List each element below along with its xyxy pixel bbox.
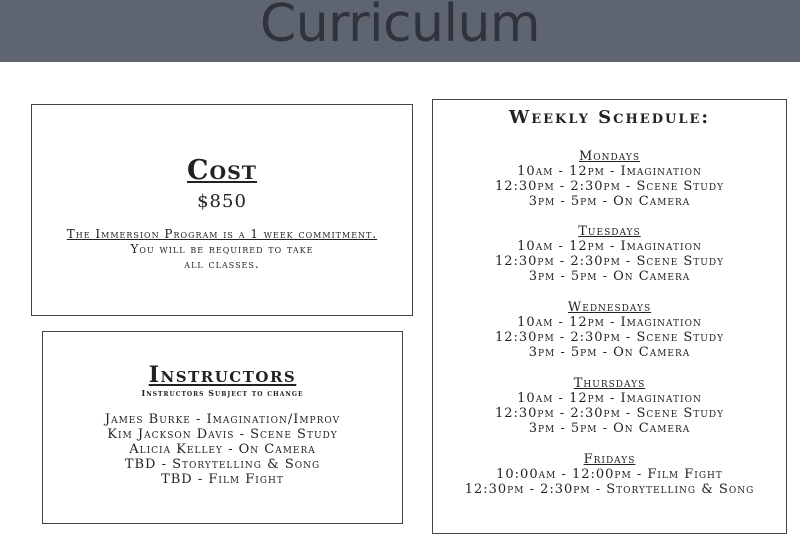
class-entry: 12:30pm - 2:30pm - Scene Study <box>494 254 725 269</box>
class-entry: 10am - 12pm - Imagination <box>517 164 702 179</box>
cost-panel <box>31 104 413 316</box>
class-entry: 10am - 12pm - Imagination <box>517 315 702 330</box>
schedule-day-wednesdays <box>433 300 786 360</box>
page-title: Curriculum <box>259 0 541 54</box>
instructors-title: Instructors <box>148 362 297 388</box>
class-entry: 12:30pm - 2:30pm - Storytelling & Song <box>464 482 755 497</box>
class-entry: 10am - 12pm - Imagination <box>517 239 702 254</box>
class-entry: 10am - 12pm - Imagination <box>517 391 702 406</box>
cost-note-line: all classes. <box>184 257 260 271</box>
day-name: Wednesdays <box>567 300 652 315</box>
cost-price: $850 <box>197 191 247 212</box>
header-banner <box>0 0 800 62</box>
instructors-subtitle: Instructors Subject to change <box>141 388 304 398</box>
instructor-item: Kim Jackson Davis - Scene Study <box>107 427 338 442</box>
cost-note-line: The Immersion Program is a 1 week commitment. <box>66 227 378 241</box>
schedule-day-tuesdays <box>433 224 786 284</box>
class-entry: 12:30pm - 2:30pm - Scene Study <box>494 179 725 194</box>
schedule-day-mondays <box>433 149 786 209</box>
class-entry: 3pm - 5pm - On Camera <box>528 269 691 284</box>
day-name: Tuesdays <box>578 224 641 239</box>
class-entry: 3pm - 5pm - On Camera <box>528 345 691 360</box>
class-entry: 10:00am - 12:00pm - Film Fight <box>496 467 723 482</box>
cost-note-line: You will be required to take <box>130 242 314 256</box>
class-entry: 12:30pm - 2:30pm - Scene Study <box>494 330 725 345</box>
day-name: Mondays <box>578 149 641 164</box>
instructor-item: TBD - Film Fight <box>161 472 284 487</box>
day-name: Fridays <box>583 452 636 467</box>
cost-title: Cost <box>187 155 257 186</box>
schedule-panel <box>432 99 787 534</box>
class-entry: 12:30pm - 2:30pm - Scene Study <box>494 406 725 421</box>
instructors-panel <box>42 331 403 524</box>
instructors-list <box>43 412 402 487</box>
instructor-item: Alicia Kelley - On Camera <box>129 442 316 457</box>
class-entry: 3pm - 5pm - On Camera <box>528 194 691 209</box>
class-entry: 3pm - 5pm - On Camera <box>528 421 691 436</box>
instructor-item: TBD - Storytelling & Song <box>124 457 321 472</box>
day-name: Thursdays <box>573 376 646 391</box>
schedule-day-thursdays <box>433 376 786 436</box>
instructor-item: James Burke - Imagination/Improv <box>104 412 341 427</box>
schedule-day-fridays <box>433 452 786 497</box>
schedule-title: Weekly Schedule: <box>508 107 711 128</box>
